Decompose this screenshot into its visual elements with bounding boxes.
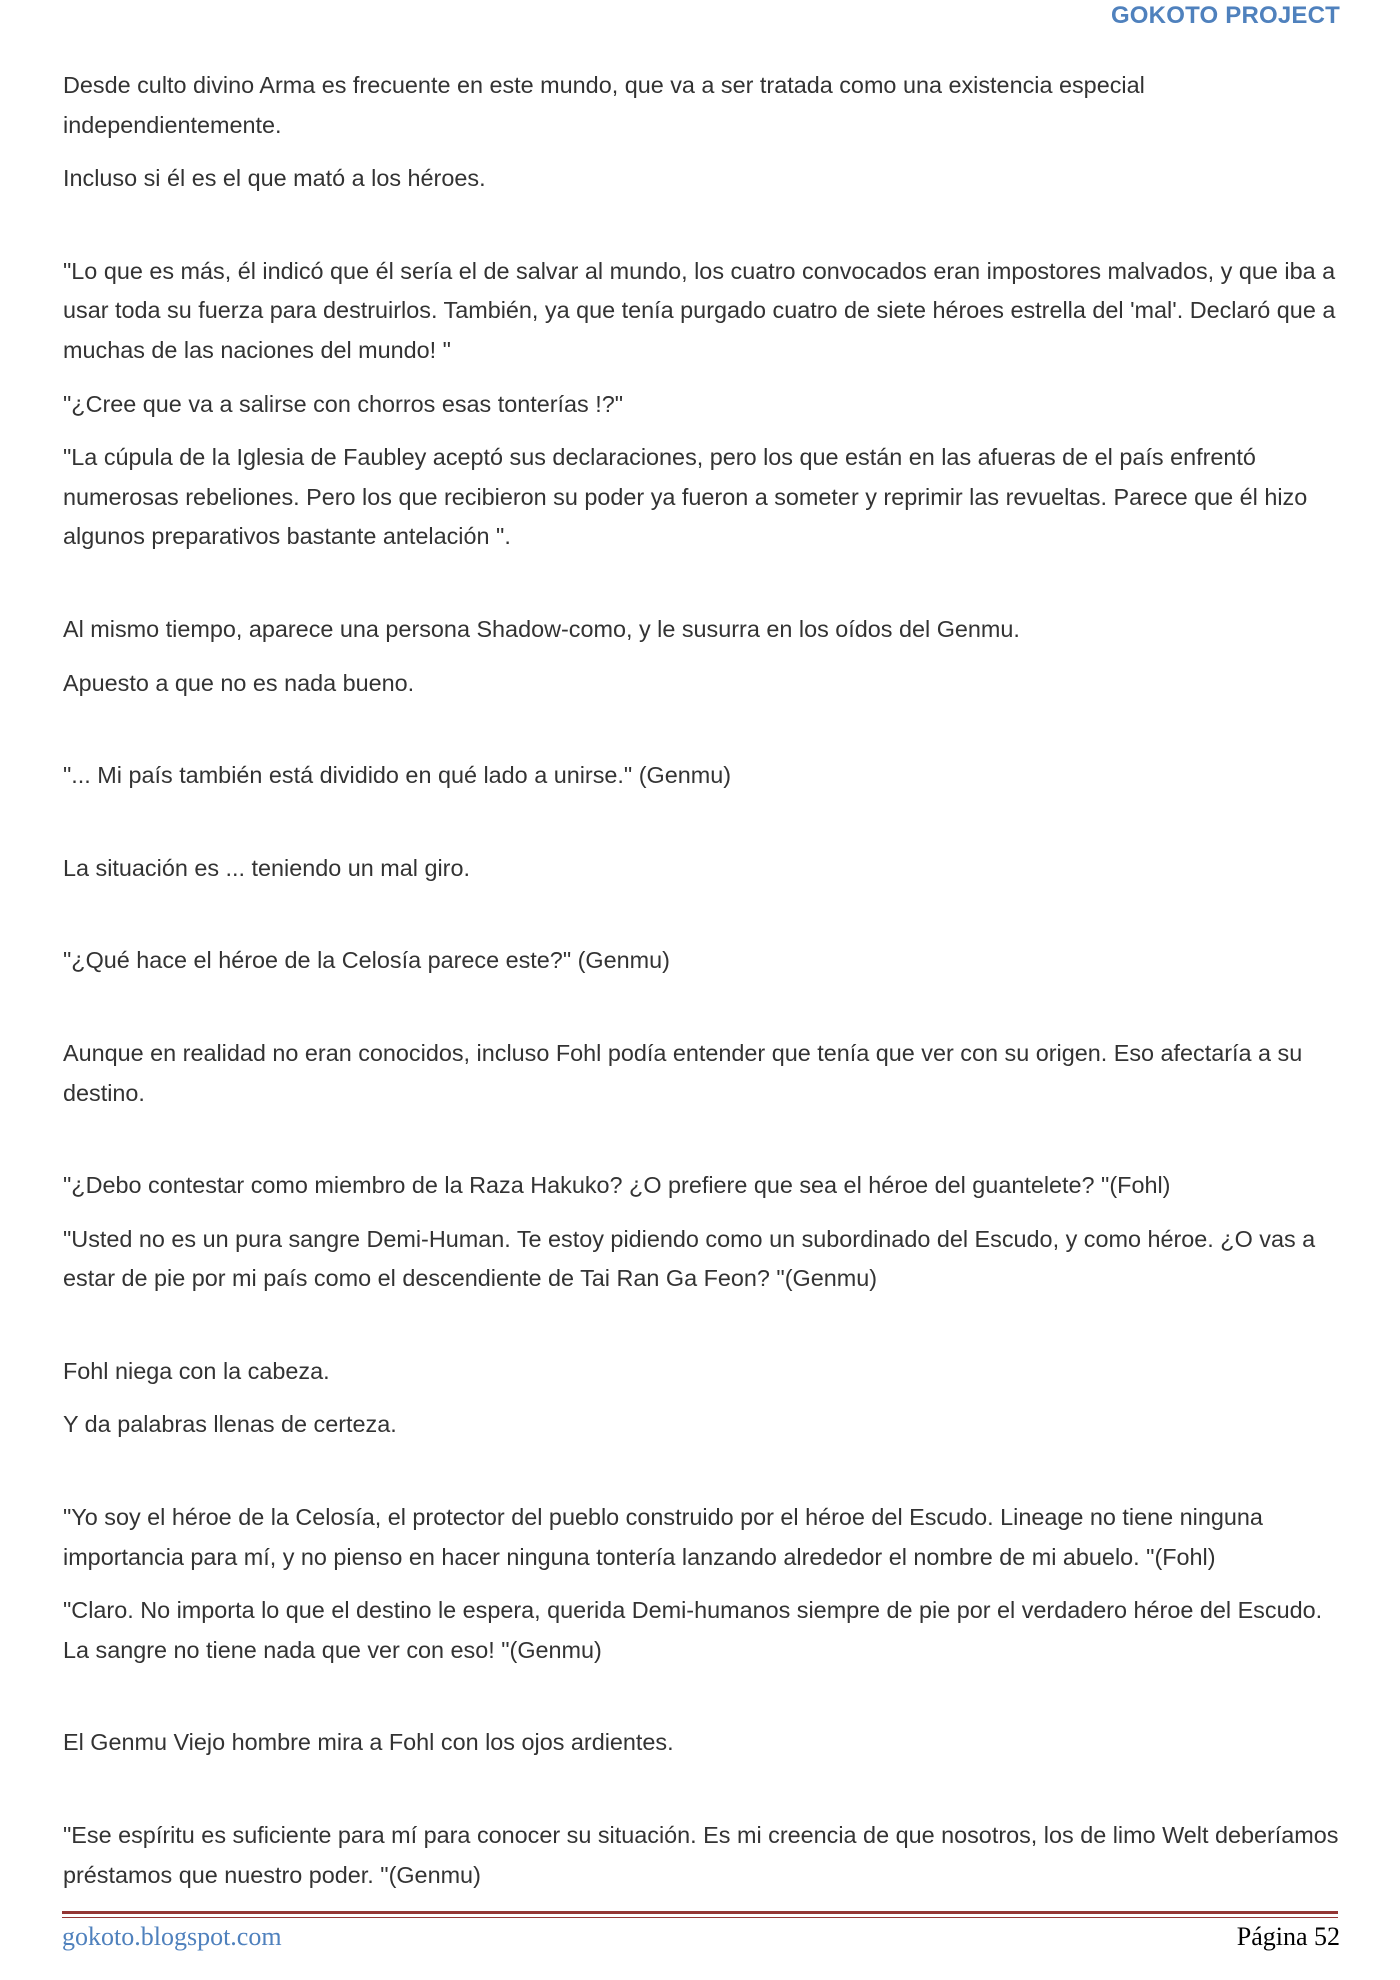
- footer-divider: [62, 1911, 1338, 1914]
- paragraph: La situación es ... teniendo un mal giro.: [63, 854, 470, 881]
- paragraph: "Lo que es más, él indicó que él sería el de salvar al mundo, los cuatro convocados eran impostores malvados, y que iba a usar toda su fuerza para destruirlos. También, ya que tenía purgado cuatro de siete héroes estrella del 'mal'. Declaró que a muchas de las naciones del mundo! ": [63, 257, 1336, 363]
- header-brand: GOKOTO PROJECT: [1110, 2, 1340, 29]
- paragraph: Aunque en realidad no eran conocidos, incluso Fohl podía entender que tenía que ver con su origen. Eso afectaría a su destino.: [63, 1039, 1303, 1106]
- document-body: [63, 66, 1353, 1895]
- paragraph: "... Mi país también está dividido en qué lado a unirse." (Genmu): [63, 762, 731, 789]
- page-number: Página 52: [1236, 1922, 1340, 1951]
- paragraph: "¿Qué hace el héroe de la Celosía parece este?" (Genmu): [63, 947, 670, 974]
- paragraph: "¿Cree que va a salirse con chorros esas tonterías !?": [63, 390, 624, 417]
- paragraph: Desde culto divino Arma es frecuente en este mundo, que va a ser tratada como una existencia especial independientemente.: [63, 72, 1145, 138]
- footer-site-link[interactable]: gokoto.blogspot.com: [62, 1922, 282, 1951]
- paragraph: "Ese espíritu es suficiente para mí para conocer su situación. Es mi creencia de que nosotros, los de limo Welt deberíamos préstamos que nuestro poder. "(Genmu): [63, 1822, 1339, 1888]
- paragraph: Fohl niega con la cabeza.: [63, 1357, 330, 1384]
- paragraph: "Claro. No importa lo que el destino le espera, querida Demi-humanos siempre de pie por el verdadero héroe del Escudo. La sangre no tiene nada que ver con eso! "(Genmu): [63, 1597, 1323, 1663]
- paragraph: El Genmu Viejo hombre mira a Fohl con los ojos ardientes.: [63, 1729, 674, 1756]
- paragraph: Apuesto a que no es nada bueno.: [63, 669, 415, 696]
- paragraph: "La cúpula de la Iglesia de Faubley aceptó sus declaraciones, pero los que están en las afueras de el país enfrentó numerosas rebeliones. Pero los que recibieron su poder ya fueron a someter y reprimir las revueltas. Parece que él hizo algunos preparativos bastante antelación ".: [63, 444, 1308, 550]
- footer-divider-thin: [62, 1917, 1338, 1918]
- paragraph: Y da palabras llenas de certeza.: [63, 1411, 397, 1438]
- paragraph: "Yo soy el héroe de la Celosía, el protector del pueblo construido por el héroe del Escudo. Lineage no tiene ninguna importancia para mí, y no pienso en hacer ninguna tontería lanzando alrededor el nombre de mi abuelo. "(Fohl): [63, 1504, 1263, 1570]
- paragraph: Incluso si él es el que mató a los héroes.: [63, 165, 486, 192]
- paragraph: Al mismo tiempo, aparece una persona Shadow-como, y le susurra en los oídos del Genmu.: [63, 615, 1020, 642]
- paragraph: "Usted no es un pura sangre Demi-Human. Te estoy pidiendo como un subordinado del Escudo, y como héroe. ¿O vas a estar de pie por mi país como el descendiente de Tai Ran Ga Feon? "(Genmu): [63, 1225, 1316, 1292]
- paragraph: "¿Debo contestar como miembro de la Raza Hakuko? ¿O prefiere que sea el héroe del guantelete? "(Fohl): [63, 1172, 1171, 1199]
